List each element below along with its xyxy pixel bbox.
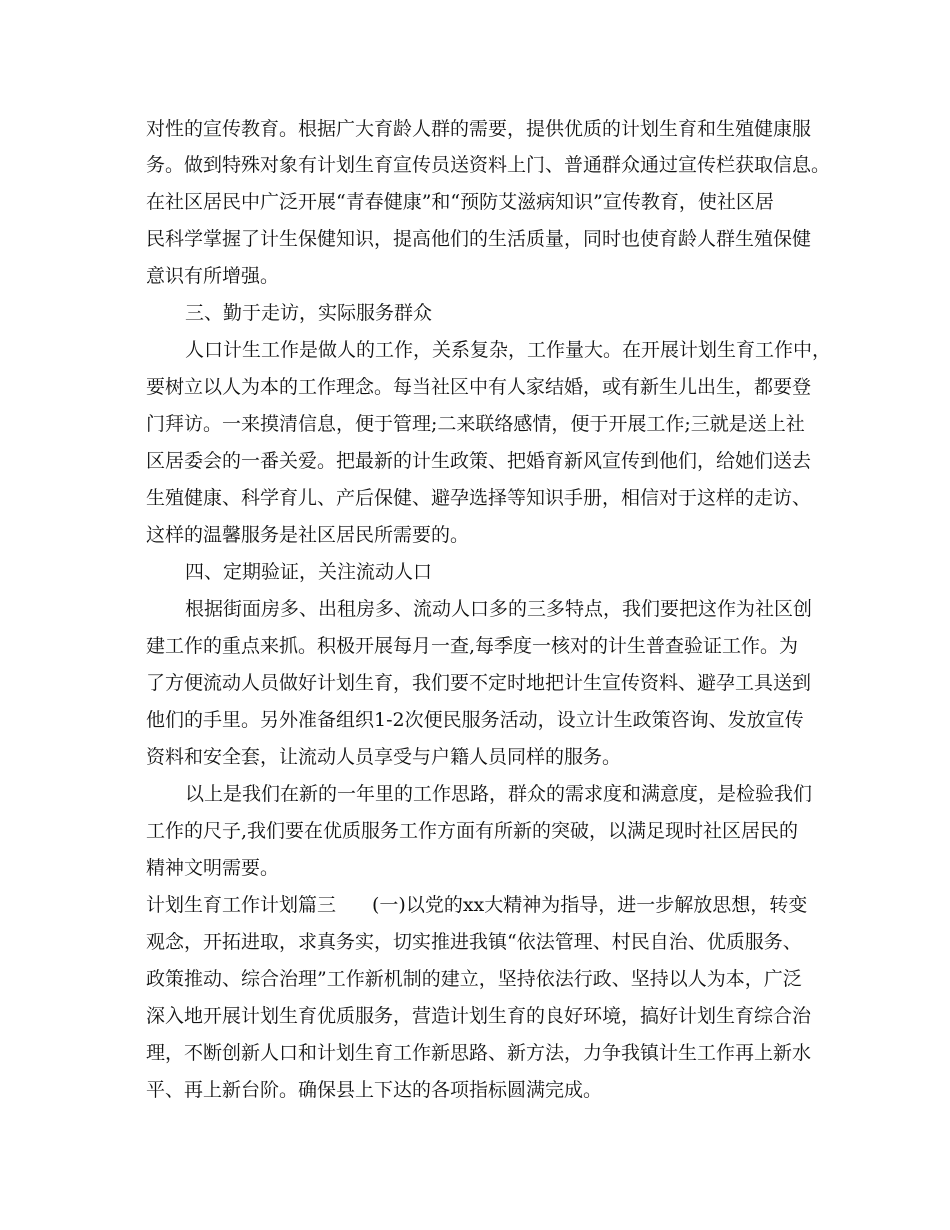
- text-line: 深入地开展计划生育优质服务，营造计划生育的良好环境，搞好计划生育综合治: [146, 1005, 812, 1027]
- paragraph-first-line: 根据街面房多、出租房多、流动人口多的三多特点，我们要把这作为社区创: [185, 598, 813, 620]
- text-line: 资料和安全套，让流动人员享受与户籍人员同样的服务。: [146, 746, 622, 768]
- text-line: 要树立以人为本的工作理念。每当社区中有人家结婚，或有新生儿出生，都要登: [146, 376, 812, 398]
- text-line: 精神文明需要。: [146, 857, 280, 879]
- section-title-line: [146, 888, 807, 922]
- paragraph-first-line: 以上是我们在新的一年里的工作思路，群众的需求度和满意度，是检验我们: [185, 783, 813, 805]
- text-line: 民科学掌握了计生保健知识，提高他们的生活质量，同时也使育龄人群生殖保健: [146, 228, 812, 250]
- text-line: 在社区居民中广泛开展“青春健康”和“预防艾滋病知识”宣传教育，使社区居: [146, 191, 774, 213]
- section-text: (一)以党的xx大精神为指导，进一步解放思想，转变: [372, 894, 808, 916]
- text-line: 生殖健康、科学育儿、产后保健、避孕选择等知识手册，相信对于这样的走访、: [146, 487, 812, 509]
- text-line: 工作的尺子,我们要在优质服务工作方面有所新的突破，以满足现时社区居民的: [146, 820, 799, 842]
- section-title: 计划生育工作计划篇三: [146, 894, 337, 916]
- text-line: 了方便流动人员做好计划生育，我们要不定时地把计生宣传资料、避孕工具送到: [146, 672, 812, 694]
- text-line: 政策推动、综合治理”工作新机制的建立，坚持依法行政、坚持以人为本，广泛: [146, 968, 802, 990]
- section-heading: 四、定期验证，关注流动人口: [185, 561, 433, 583]
- text-line: 意识有所增强。: [146, 265, 280, 287]
- text-line: 理，不断创新人口和计划生育工作新思路、新方法，力争我镇计生工作再上新水: [146, 1042, 812, 1064]
- text-line: 他们的手里。另外准备组织1-2次便民服务活动，设立计生政策咨询、发放宣传: [146, 709, 804, 731]
- paragraph-first-line: 人口计生工作是做人的工作，关系复杂，工作量大。在开展计划生育工作中，: [185, 339, 832, 361]
- text-line: 平、再上新台阶。确保县上下达的各项指标圆满完成。: [146, 1079, 603, 1101]
- text-line: 务。做到特殊对象有计划生育宣传员送资料上门、普通群众通过宣传栏获取信息。: [146, 154, 831, 176]
- text-line: 观念，开拓进取，求真务实，切实推进我镇“依法管理、村民自治、优质服务、: [146, 931, 802, 953]
- text-line: 建工作的重点来抓。积极开展每月一查,每季度一核对的计生普查验证工作。为: [146, 635, 799, 657]
- text-line: 区居委会的一番关爱。把最新的计生政策、把婚育新风宣传到他们，给她们送去: [146, 450, 812, 472]
- section-heading: 三、勤于走访，实际服务群众: [185, 302, 433, 324]
- text-line: 这样的温馨服务是社区居民所需要的。: [146, 524, 470, 546]
- text-line: 对性的宣传教育。根据广大育龄人群的需要，提供优质的计划生育和生殖健康服: [146, 118, 812, 140]
- text-line: 门拜访。一来摸清信息，便于管理;二来联络感情，便于开展工作;三就是送上社: [146, 413, 805, 435]
